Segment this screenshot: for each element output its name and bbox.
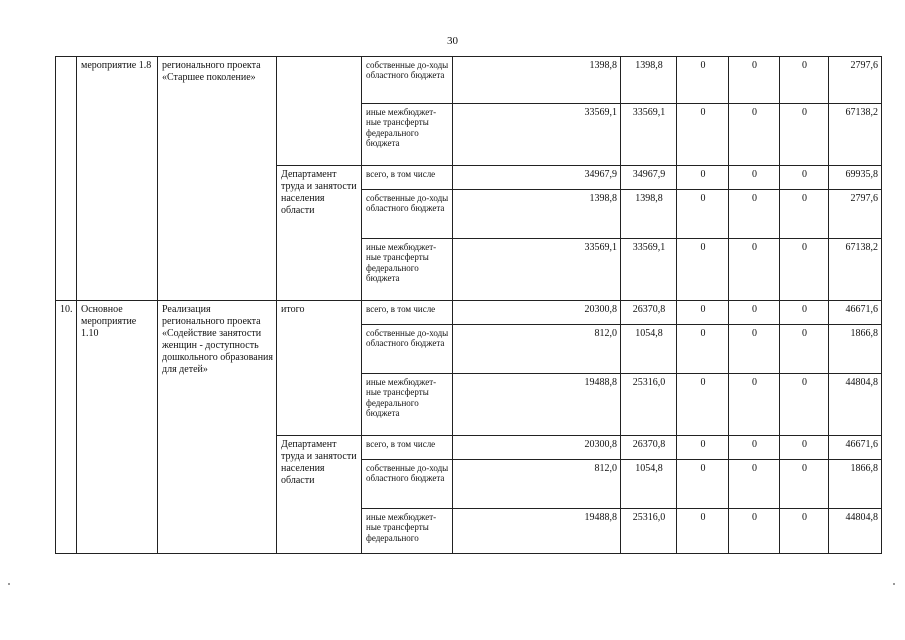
funding-source-cell: всего, в том числе — [362, 166, 453, 190]
value-cell: 0 — [780, 239, 829, 301]
value-cell: 0 — [677, 190, 729, 239]
value-cell: 1398,8 — [621, 57, 677, 104]
row-number-cell: 10. — [56, 301, 77, 554]
value-cell: 34967,9 — [621, 166, 677, 190]
value-cell: 0 — [780, 325, 829, 374]
value-cell: 0 — [729, 239, 780, 301]
value-cell: 33569,1 — [621, 104, 677, 166]
project-cell: регионального проекта «Старшее поколение» — [158, 57, 277, 301]
value-cell: 0 — [729, 374, 780, 436]
value-cell: 0 — [780, 301, 829, 325]
value-cell: 0 — [780, 374, 829, 436]
value-cell: 0 — [729, 325, 780, 374]
value-cell: 0 — [677, 239, 729, 301]
value-cell: 33569,1 — [453, 104, 621, 166]
page-number: 30 — [447, 35, 458, 47]
value-cell: 19488,8 — [453, 374, 621, 436]
total-cell: 1866,8 — [829, 460, 882, 509]
total-cell: 67138,2 — [829, 239, 882, 301]
value-cell: 0 — [729, 57, 780, 104]
funding-source-cell: собственные до-ходы областного бюджета — [362, 57, 453, 104]
value-cell: 0 — [729, 436, 780, 460]
total-cell: 69935,8 — [829, 166, 882, 190]
value-cell: 20300,8 — [453, 301, 621, 325]
value-cell: 19488,8 — [453, 509, 621, 554]
total-cell: 46671,6 — [829, 301, 882, 325]
executor-cell: Департамент труда и занятости населения области — [277, 436, 362, 554]
funding-source-cell: иные межбюджет-ные трансферты федерального бюджета — [362, 374, 453, 436]
value-cell: 0 — [729, 104, 780, 166]
value-cell: 0 — [677, 57, 729, 104]
value-cell: 0 — [780, 166, 829, 190]
funding-source-cell: всего, в том числе — [362, 301, 453, 325]
funding-source-cell: всего, в том числе — [362, 436, 453, 460]
executor-cell — [277, 57, 362, 166]
total-cell: 1866,8 — [829, 325, 882, 374]
value-cell: 0 — [780, 460, 829, 509]
funding-source-cell: иные межбюджет-ные трансферты федерального бюджета — [362, 104, 453, 166]
value-cell: 0 — [677, 166, 729, 190]
value-cell: 0 — [677, 301, 729, 325]
table-row — [56, 57, 882, 104]
value-cell: 812,0 — [453, 460, 621, 509]
scan-speck — [893, 583, 895, 585]
value-cell: 0 — [729, 509, 780, 554]
value-cell: 1054,8 — [621, 460, 677, 509]
value-cell: 812,0 — [453, 325, 621, 374]
value-cell: 0 — [677, 460, 729, 509]
scan-speck — [8, 583, 10, 585]
event-cell: мероприятие 1.8 — [77, 57, 158, 301]
value-cell: 0 — [677, 374, 729, 436]
total-cell: 44804,8 — [829, 374, 882, 436]
value-cell: 0 — [729, 190, 780, 239]
total-cell: 44804,8 — [829, 509, 882, 554]
value-cell: 0 — [677, 104, 729, 166]
value-cell: 20300,8 — [453, 436, 621, 460]
value-cell: 0 — [780, 436, 829, 460]
total-cell: 46671,6 — [829, 436, 882, 460]
value-cell: 0 — [780, 190, 829, 239]
value-cell: 1054,8 — [621, 325, 677, 374]
value-cell: 33569,1 — [621, 239, 677, 301]
value-cell: 0 — [780, 509, 829, 554]
value-cell: 25316,0 — [621, 374, 677, 436]
value-cell: 0 — [729, 460, 780, 509]
value-cell: 0 — [729, 166, 780, 190]
project-cell: Реализация регионального проекта «Содействие занятости женщин - доступность дошкольного образования для детей» — [158, 301, 277, 554]
value-cell: 26370,8 — [621, 436, 677, 460]
value-cell: 1398,8 — [453, 190, 621, 239]
total-cell: 2797,6 — [829, 57, 882, 104]
value-cell: 0 — [677, 509, 729, 554]
total-cell: 67138,2 — [829, 104, 882, 166]
funding-source-cell: иные межбюджет-ные трансферты федерального бюджета — [362, 239, 453, 301]
value-cell: 0 — [780, 104, 829, 166]
executor-cell: Департамент труда и занятости населения области — [277, 166, 362, 301]
value-cell: 33569,1 — [453, 239, 621, 301]
total-cell: 2797,6 — [829, 190, 882, 239]
funding-source-cell: иные межбюджет-ные трансферты федерального — [362, 509, 453, 554]
value-cell: 0 — [729, 301, 780, 325]
funding-source-cell: собственные до-ходы областного бюджета — [362, 190, 453, 239]
table-row — [56, 301, 882, 325]
value-cell: 34967,9 — [453, 166, 621, 190]
value-cell: 25316,0 — [621, 509, 677, 554]
row-number-cell — [56, 57, 77, 301]
funding-source-cell: собственные до-ходы областного бюджета — [362, 460, 453, 509]
budget-table — [55, 56, 882, 554]
value-cell: 0 — [677, 325, 729, 374]
funding-source-cell: собственные до-ходы областного бюджета — [362, 325, 453, 374]
event-cell: Основное мероприятие 1.10 — [77, 301, 158, 554]
value-cell: 26370,8 — [621, 301, 677, 325]
value-cell: 1398,8 — [621, 190, 677, 239]
value-cell: 0 — [677, 436, 729, 460]
executor-cell: итого — [277, 301, 362, 436]
value-cell: 1398,8 — [453, 57, 621, 104]
value-cell: 0 — [780, 57, 829, 104]
